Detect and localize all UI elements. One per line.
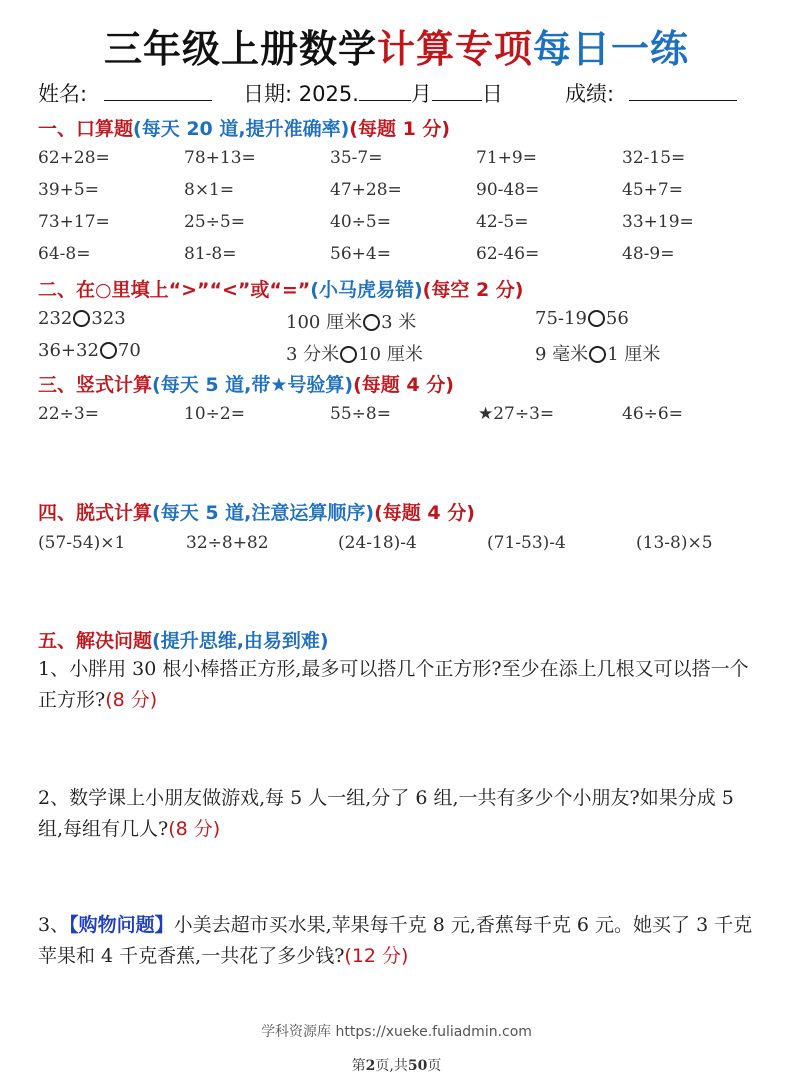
score-blank[interactable] xyxy=(629,80,737,101)
oral-problem: 71+9= xyxy=(476,148,537,168)
oral-problem: 73+17= xyxy=(38,212,110,232)
step-problem: (13-8)×5 xyxy=(636,533,713,553)
compare-right: 1 厘米 xyxy=(607,344,661,365)
vertical-problem: 55÷8= xyxy=(330,404,391,424)
month-blank[interactable] xyxy=(359,80,411,101)
compare-item xyxy=(38,308,126,329)
word-problem-points: (12 分) xyxy=(344,945,409,967)
step-problem: 32÷8+82 xyxy=(186,533,269,553)
vertical-problem-starred: ★27÷3= xyxy=(478,404,555,424)
word-problem-3 xyxy=(38,910,758,972)
page-total: 50 xyxy=(407,1058,428,1074)
oral-problem: 64-8= xyxy=(38,244,91,264)
title-part-daily: 每日一练 xyxy=(533,27,690,71)
answer-circle[interactable] xyxy=(340,346,357,363)
answer-circle[interactable] xyxy=(588,310,605,327)
day-blank[interactable] xyxy=(432,80,482,101)
word-problem-points: (8 分) xyxy=(168,818,221,840)
oral-problem: 32-15= xyxy=(622,148,686,168)
compare-right: 323 xyxy=(91,308,126,329)
oral-problem: 8×1= xyxy=(184,180,235,200)
oral-problem: 81-8= xyxy=(184,244,237,264)
section4-note: (每天 5 道,注意运算顺序) xyxy=(152,502,375,524)
compare-right: 56 xyxy=(605,308,629,329)
section5-heading xyxy=(38,626,329,653)
section1-note: (每天 20 道,提升准确率) xyxy=(133,118,350,140)
answer-circle[interactable] xyxy=(73,310,90,327)
section1-title: 一、口算题 xyxy=(38,118,134,140)
compare-left: 75-19 xyxy=(535,308,587,329)
compare-left: 9 毫米 xyxy=(535,344,589,365)
section3-heading xyxy=(38,370,454,397)
page-title xyxy=(0,18,793,73)
answer-circle[interactable] xyxy=(589,346,606,363)
oral-problem: 42-5= xyxy=(476,212,529,232)
page-prefix: 第 xyxy=(351,1058,366,1074)
word-problem-text: 小美去超市买水果,苹果每千克 8 元,香蕉每千克 6 元。她买了 3 千克苹果和 4 千克香蕉,一共花了多少钱? xyxy=(38,914,753,967)
section3-title: 三、竖式计算 xyxy=(38,374,153,396)
compare-item xyxy=(38,340,141,361)
section1-heading xyxy=(38,114,450,141)
section5-note: (提升思维,由易到难) xyxy=(152,630,329,652)
section2-heading xyxy=(38,275,523,302)
oral-problem: 45+7= xyxy=(622,180,683,200)
section4-heading xyxy=(38,498,475,525)
name-blank[interactable] xyxy=(104,80,212,101)
step-problem: (57-54)×1 xyxy=(38,533,126,553)
month-label: 月 xyxy=(410,82,432,106)
source-footer: 学科资源库 https://xueke.fuliadmin.com xyxy=(261,1024,532,1040)
word-problem-2 xyxy=(38,783,758,845)
word-problem-number: 3、 xyxy=(38,914,70,936)
step-problem: (24-18)-4 xyxy=(338,533,417,553)
compare-item xyxy=(535,308,629,329)
oral-problem: 40÷5= xyxy=(330,212,391,232)
compare-right: 10 厘米 xyxy=(358,344,423,365)
vertical-problem: 22÷3= xyxy=(38,404,99,424)
oral-problem: 39+5= xyxy=(38,180,99,200)
word-problem-text: 2、数学课上小朋友做游戏,每 5 人一组,分了 6 组,一共有多少个小朋友?如果分成 5 组,每组有几人? xyxy=(38,787,734,840)
compare-right: 70 xyxy=(117,340,141,361)
name-field xyxy=(38,78,212,108)
oral-problem: 90-48= xyxy=(476,180,540,200)
oral-problem: 35-7= xyxy=(330,148,383,168)
name-label: 姓名: xyxy=(38,82,88,106)
oral-problem: 33+19= xyxy=(622,212,694,232)
section2-note: (小马虎易错) xyxy=(310,279,423,301)
compare-left: 232 xyxy=(38,308,73,329)
section2-points: (每空 2 分) xyxy=(422,279,524,301)
title-part-grade: 三年级上册数学 xyxy=(103,27,377,71)
page-current: 2 xyxy=(365,1058,376,1074)
compare-left: 100 厘米 xyxy=(286,312,363,333)
compare-right: 3 米 xyxy=(381,312,417,333)
oral-problem: 25÷5= xyxy=(184,212,245,232)
section5-title: 五、解决问题 xyxy=(38,630,153,652)
shopping-problem-tag: 【购物问题】 xyxy=(69,914,174,936)
section1-points: (每题 1 分) xyxy=(349,118,451,140)
oral-problem: 47+28= xyxy=(330,180,402,200)
oral-problem: 56+4= xyxy=(330,244,391,264)
vertical-problem: 10÷2= xyxy=(184,404,245,424)
word-problem-points: (8 分) xyxy=(105,689,158,711)
score-label: 成绩: xyxy=(565,82,615,106)
oral-problem: 48-9= xyxy=(622,244,675,264)
section3-note: (每天 5 道,带★号验算) xyxy=(152,374,354,396)
answer-circle[interactable] xyxy=(363,314,380,331)
word-problem-1 xyxy=(38,654,758,716)
compare-left: 36+32 xyxy=(38,340,99,361)
oral-problem: 62+28= xyxy=(38,148,110,168)
section4-points: (每题 4 分) xyxy=(374,502,475,524)
page-suffix: 页 xyxy=(427,1058,442,1074)
page-number xyxy=(0,1055,793,1075)
compare-item xyxy=(286,308,416,334)
day-label: 日 xyxy=(481,82,503,106)
page-mid: 页,共 xyxy=(375,1058,408,1074)
oral-problem: 78+13= xyxy=(184,148,256,168)
vertical-problem: 46÷6= xyxy=(622,404,683,424)
answer-circle[interactable] xyxy=(100,342,117,359)
compare-item xyxy=(286,340,423,366)
date-field xyxy=(243,78,503,108)
compare-item xyxy=(535,340,660,366)
word-problem-text: 1、小胖用 30 根小棒搭正方形,最多可以搭几个正方形?至少在添上几根又可以搭一个正方形? xyxy=(38,658,749,711)
section4-title: 四、脱式计算 xyxy=(38,502,153,524)
step-problem: (71-53)-4 xyxy=(487,533,566,553)
title-part-topic: 计算专项 xyxy=(376,27,533,71)
compare-left: 3 分米 xyxy=(286,344,340,365)
section3-points: (每题 4 分) xyxy=(353,374,454,396)
section2-title: 二、在○里填上“>”“<”或“=” xyxy=(38,279,311,301)
date-label: 日期: 2025. xyxy=(243,82,359,106)
oral-problem: 62-46= xyxy=(476,244,540,264)
score-field xyxy=(565,78,737,108)
